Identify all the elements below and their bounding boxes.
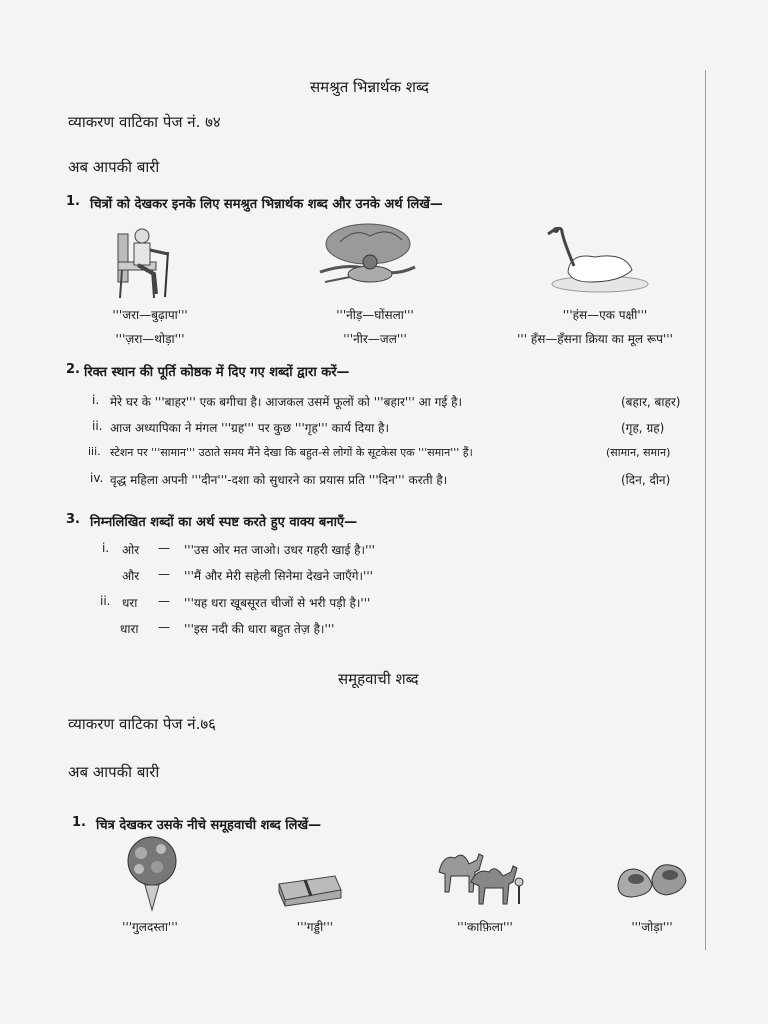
q2-item2-number: ii. xyxy=(92,419,103,433)
q2-number: 2. xyxy=(66,362,80,377)
bird-nest-tree-icon xyxy=(310,222,420,302)
q3-item1-dash: — xyxy=(158,541,170,555)
bundle-of-notes-icon xyxy=(275,870,345,908)
section2-ref: व्याकरण वाटिका पेज नं.७६ xyxy=(68,715,216,733)
q2-item3-text: स्टेशन पर '''सामान''' उठाते समय मैंने देखा कि बहुत-से लोगों के सूटकेस एक '''समान''' हैं। xyxy=(110,446,473,459)
q3-item2-dash: — xyxy=(158,567,170,581)
section1-title: समश्रुत भिन्नार्थक शब्द xyxy=(310,78,429,96)
swan-icon xyxy=(540,222,650,297)
q3-item3-number: ii. xyxy=(100,594,111,608)
q3-text: निम्नलिखित शब्दों का अर्थ स्पष्ट करते हुए वाक्य बनाएँ— xyxy=(90,515,358,530)
q2-item4-options: (दिन, दीन) xyxy=(621,473,671,487)
q2-item2-options: (गृह, ग्रह) xyxy=(621,421,665,435)
camel-caravan-icon xyxy=(433,842,528,912)
q3-item4-dash: — xyxy=(158,620,170,634)
q2-item2-text: आज अध्यापिका ने मंगल '''ग्रह''' पर कुछ '''गृह''' कार्य दिया है। xyxy=(110,421,389,435)
q3-number: 3. xyxy=(66,512,80,527)
s2-item3-caption: '''काफ़िला''' xyxy=(457,920,513,934)
s2-item2-caption: '''गड्डी''' xyxy=(296,920,334,934)
flower-bouquet-icon xyxy=(117,835,187,913)
q3-item3-dash: — xyxy=(158,594,170,608)
q3-item3-word: धरा xyxy=(122,596,138,610)
q2-item1-number: i. xyxy=(92,393,100,407)
q3-item1-sentence: '''उस ओर मत जाओ। उधर गहरी खाई है।''' xyxy=(184,543,375,557)
q1-text: चित्रों को देखकर इनके लिए समश्रुत भिन्नार्थक शब्द और उनके अर्थ लिखें— xyxy=(90,197,443,212)
q1-item2-a: '''नीड़—घोंसला''' xyxy=(336,308,414,322)
q2-item1-text: मेरे घर के '''बाहर''' एक बगीचा है। आजकल उसमें फूलों को '''बहार''' आ गई है। xyxy=(110,395,463,409)
q1-item2-b: '''नीर—जल''' xyxy=(343,332,407,346)
q3-item1-number: i. xyxy=(102,541,110,555)
s2-q1-number: 1. xyxy=(72,815,86,830)
q3-item4-sentence: '''इस नदी की धारा बहुत तेज़ है।''' xyxy=(184,622,335,636)
section1-ref: व्याकरण वाटिका पेज नं. ७४ xyxy=(68,113,221,131)
q1-number: 1. xyxy=(66,194,80,209)
q3-item2-word: और xyxy=(122,569,140,583)
section2-turn: अब आपकी बारी xyxy=(68,763,160,781)
q1-item3-a: '''हंस—एक पक्षी''' xyxy=(562,308,648,322)
q1-item3-b: ''' हँस—हँसना क्रिया का मूल रूप''' xyxy=(517,332,673,346)
section2-title: समूहवाची शब्द xyxy=(338,670,419,688)
q2-item1-options: (बहार, बाहर) xyxy=(621,395,681,409)
section1-turn: अब आपकी बारी xyxy=(68,158,160,176)
q3-item4-word: धारा xyxy=(120,622,139,636)
s2-q1-text: चित्र देखकर उसके नीचे समूहवाची शब्द लिखें— xyxy=(96,818,322,833)
s2-item4-caption: '''जोड़ा''' xyxy=(631,920,673,934)
pair-of-shoes-icon xyxy=(612,855,692,905)
q3-item3-sentence: '''यह धरा खूबसूरत चीजों से भरी पड़ी है।''' xyxy=(184,596,371,610)
q3-item1-word: ओर xyxy=(122,543,140,557)
q2-item4-text: वृद्ध महिला अपनी '''दीन'''-दशा को सुधारने का प्रयास प्रति '''दिन''' करती है। xyxy=(110,473,448,487)
q2-item3-number: iii. xyxy=(88,445,101,458)
q1-item1-b: '''ज़रा—थोड़ा''' xyxy=(115,332,185,346)
s2-item1-caption: '''गुलदस्ता''' xyxy=(122,920,178,934)
q2-item3-options: (सामान, समान) xyxy=(606,446,671,459)
q2-text: रिक्त स्थान की पूर्ति कोष्ठक में दिए गए शब्दों द्वारा करें— xyxy=(84,365,350,380)
old-man-chair-icon xyxy=(110,222,185,302)
q1-item1-a: '''जरा—बुढ़ापा''' xyxy=(112,308,188,322)
q3-item2-sentence: '''मैं और मेरी सहेली सिनेमा देखने जाएँगे।''' xyxy=(184,569,373,583)
q2-item4-number: iv. xyxy=(90,471,104,485)
margin-line xyxy=(705,70,706,950)
